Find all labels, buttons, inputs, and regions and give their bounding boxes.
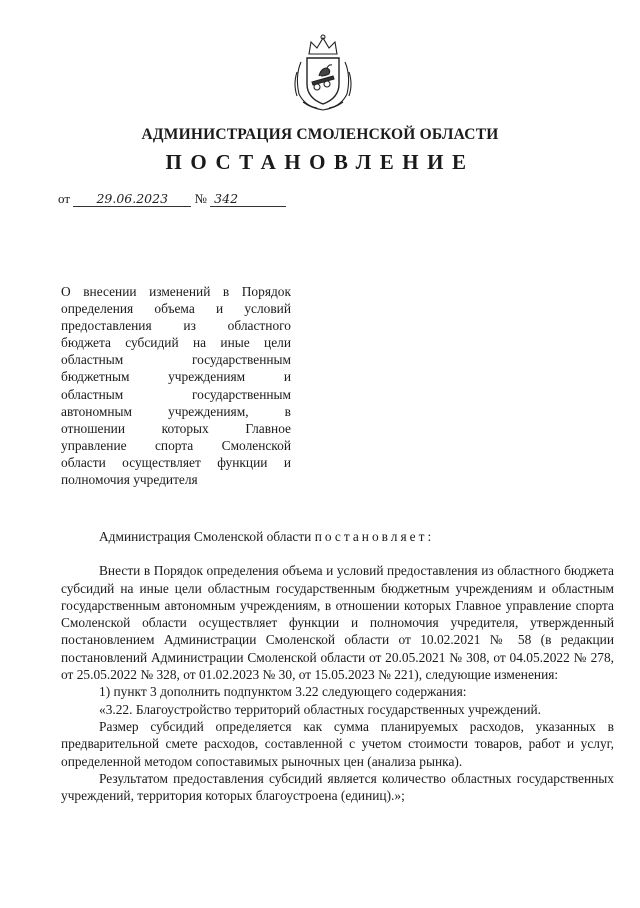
coat-of-arms-emblem bbox=[291, 32, 355, 112]
title-line: области осуществляет функции и bbox=[61, 454, 291, 470]
preamble-decree-word: постановляет: bbox=[314, 529, 435, 544]
preamble-text: Администрация Смоленской области bbox=[99, 529, 315, 544]
date-label: от bbox=[58, 191, 71, 206]
subsidy-size-paragraph: Размер субсидий определяется как сумма планируемых расходов, указанных в предварительной смете расходов, составленной с учетом стоимости товаров, работ и услуг, определенной методом сопоставимых рыночных цен (анализа рынка). bbox=[61, 718, 614, 769]
title-line: предоставления из областного bbox=[61, 318, 291, 334]
date-number-line bbox=[58, 191, 286, 207]
item-1-paragraph: 1) пункт 3 дополнить подпунктом 3.22 следующего содержания: bbox=[99, 684, 467, 700]
title-line: автономным учреждениям, в bbox=[61, 403, 291, 419]
title-line: полномочия учредителя bbox=[61, 472, 198, 488]
title-line: бюджета субсидий на иные цели bbox=[61, 335, 291, 351]
number-label: № bbox=[194, 191, 207, 206]
document-title-block bbox=[61, 283, 291, 488]
preamble-paragraph bbox=[61, 528, 614, 545]
handwritten-date: 29.06.2023 bbox=[73, 191, 191, 207]
title-line: бюджетным учреждениям и bbox=[61, 369, 291, 385]
document-body bbox=[61, 528, 614, 804]
handwritten-number: 342 bbox=[210, 191, 286, 207]
quoted-subpoint: «3.22. Благоустройство территорий областных государственных учреждений. bbox=[99, 701, 542, 717]
title-line: областным государственным bbox=[61, 386, 291, 402]
title-line: отношении которых Главное bbox=[61, 420, 291, 436]
title-line: управление спорта Смоленской bbox=[61, 437, 291, 453]
title-line: О внесении изменений в Порядок bbox=[61, 284, 291, 299]
organization-name: АДМИНИСТРАЦИЯ СМОЛЕНСКОЙ ОБЛАСТИ bbox=[141, 126, 499, 143]
document-type-title: ПОСТАНОВЛЕНИЕ bbox=[165, 150, 475, 174]
title-line: определения объема и условий bbox=[61, 301, 291, 317]
subsidy-result-paragraph: Результатом предоставления субсидий является количество областных государственных учреждений, территория которых благоустроена (единиц).»; bbox=[61, 770, 614, 804]
main-paragraph: Внести в Порядок определения объема и условий предоставления из областного бюджета субсидий на иные цели областным государственным бюджетным учреждениям и областным государственным автономным учреждениям, в отношении которых Главное управление спорта Смоленской области осуществляет функции и полномочия учредителя, утвержденный постановлением Администрации Смоленской области от 10.02.2021 № 58 (в редакции постановлений Администрации Смоленской области от 20.05.2021 № 308, от 04.05.2022 № 278, от 25.05.2022 № 328, от 01.02.2023 № 30, от 15.05.2023 № 221), следующие изменения: bbox=[61, 563, 614, 683]
title-line: областным государственным bbox=[61, 352, 291, 368]
